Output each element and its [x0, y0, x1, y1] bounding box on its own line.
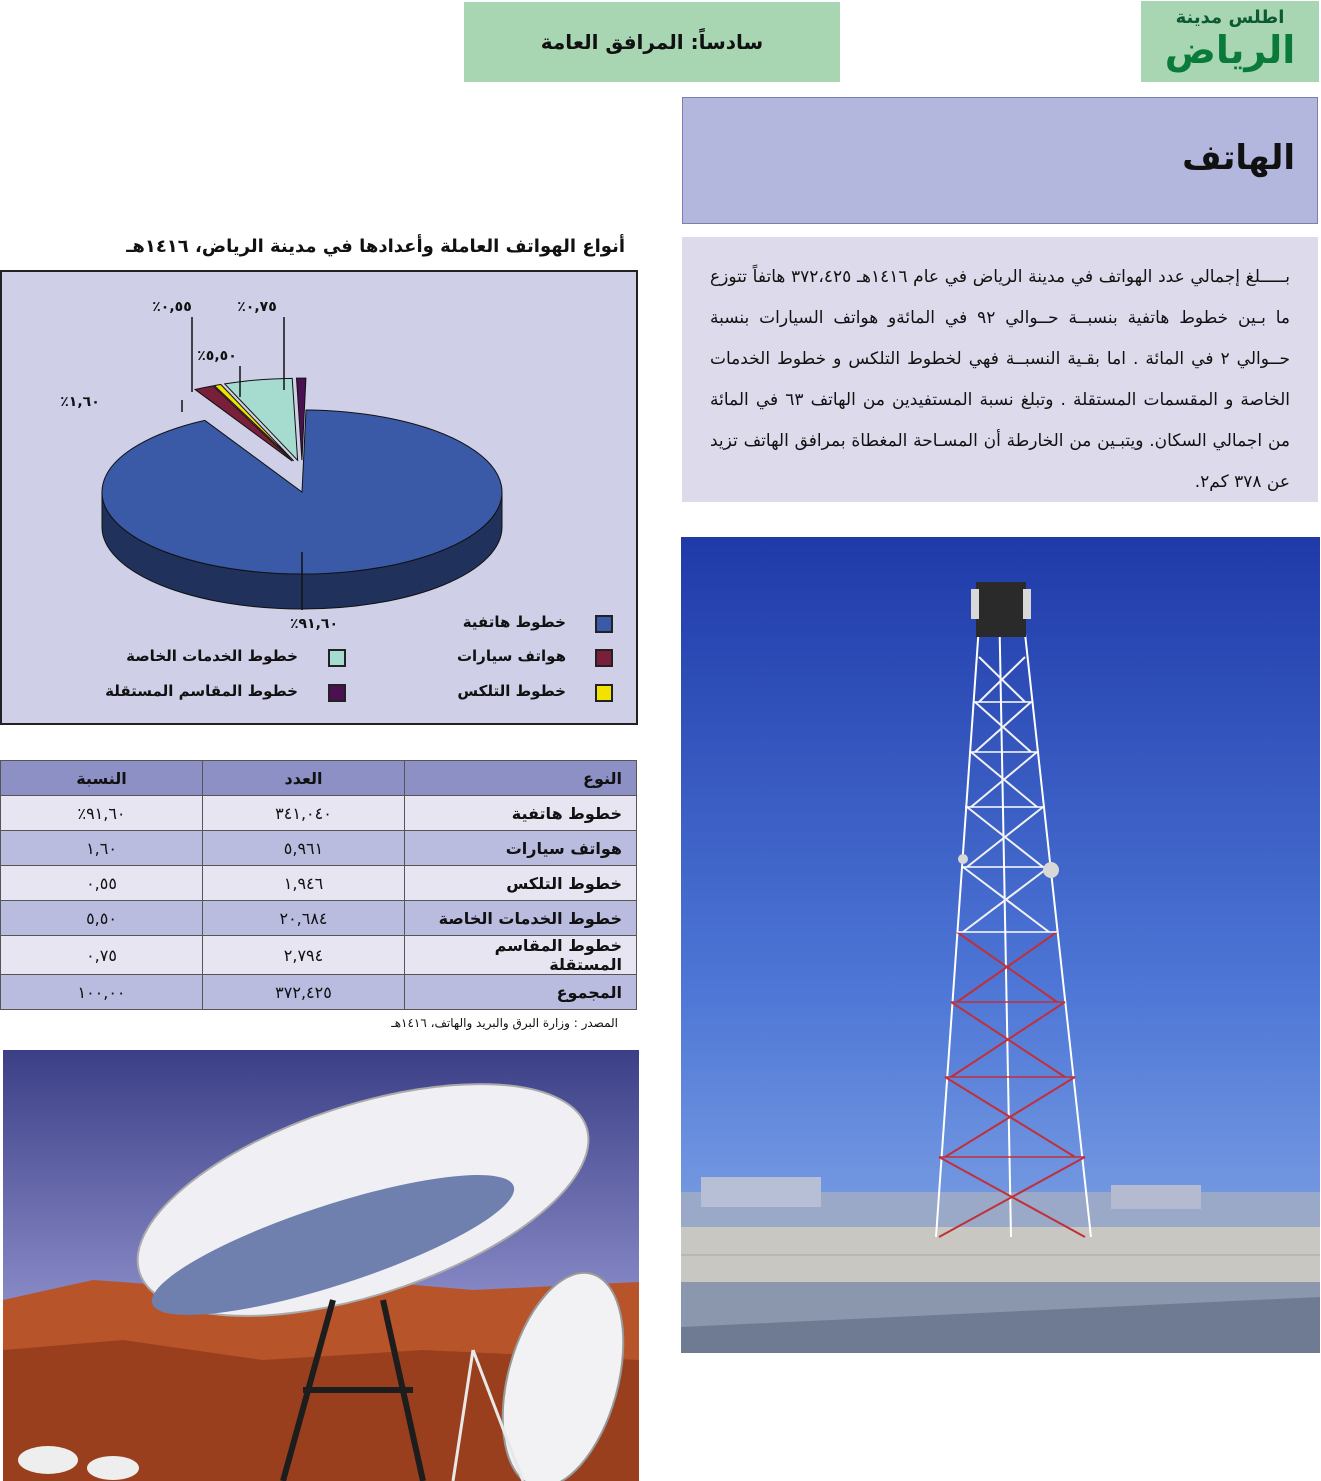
- table-cell-type: خطوط المقاسم المستقلة: [405, 936, 637, 975]
- table-header-row: [1, 761, 637, 796]
- pie-label-special-services: ٥,٥٠٪: [197, 348, 237, 364]
- legend-swatch-phone-lines: [595, 615, 613, 633]
- table-cell-percent: ٩١,٦٠٪: [1, 796, 203, 831]
- table-row: [1, 936, 637, 975]
- legend-swatch-special-services: [328, 649, 346, 667]
- intro-paragraph: بـــــلغ إجمالي عدد الهواتف في مدينة الرياض في عام ١٤١٦هـ ٣٧٢،٤٢٥ هاتفاً تتوزع ما بـين خطوط هاتفية بنسبــة حــوالي ٩٢ في المائةو هواتف السيارات بنسبة حــوالي ٢ في المائة . اما بقـية النسبــة فهي لخطوط التلكس و خطوط الخدمات الخاصة و المقسمات المستقلة . وتبلغ نسبة المستفيدين من الهاتف ٦٣ في المائة من اجمالي السكان. ويتبـين من الخارطة أن المسـاحة المغطاة بمرافق الهاتف تزيد عن ٣٧٨ كم٢.: [682, 237, 1318, 502]
- table-cell-type: المجموع: [405, 975, 637, 1010]
- table-row: [1, 831, 637, 866]
- legend-swatch-telex: [595, 684, 613, 702]
- legend-label-phone-lines: خطوط هاتفية: [462, 613, 566, 631]
- legend-label-private-exchanges: خطوط المقاسم المستقلة: [105, 682, 298, 700]
- telecom-tower-photo: [681, 537, 1320, 1353]
- logo-title: الرياض: [1164, 28, 1296, 72]
- table-cell-count: ٢٠,٦٨٤: [203, 901, 405, 936]
- table-row: [1, 866, 637, 901]
- table-cell-count: ٣٧٢,٤٢٥: [203, 975, 405, 1010]
- phone-types-table: [0, 760, 637, 1010]
- section-heading-box: [682, 97, 1318, 224]
- table-cell-percent: ٠,٧٥: [1, 936, 203, 975]
- table-cell-type: خطوط التلكس: [405, 866, 637, 901]
- table-cell-count: ١,٩٤٦: [203, 866, 405, 901]
- table-cell-percent: ٠,٥٥: [1, 866, 203, 901]
- pie-label-telex: ٠,٥٥٪: [152, 299, 192, 315]
- pie-chart: [0, 270, 638, 725]
- chapter-title: سادساً: المرافق العامة: [464, 2, 840, 82]
- legend-label-special-services: خطوط الخدمات الخاصة: [126, 647, 298, 665]
- logo-subtitle: اطلس مدينة: [1175, 7, 1285, 28]
- table-header-type: النوع: [405, 761, 637, 796]
- table-row: [1, 901, 637, 936]
- table-source-note: المصدر : وزارة البرق والبريد والهاتف، ١٤١٦هـ: [391, 1016, 618, 1030]
- satellite-dish-photo: [3, 1050, 639, 1481]
- atlas-logo: [1141, 1, 1319, 82]
- chart-title: أنواع الهواتف العاملة وأعدادها في مدينة الرياض، ١٤١٦هـ: [126, 236, 625, 257]
- table-header-count: العدد: [203, 761, 405, 796]
- table-total-row: [1, 975, 637, 1010]
- legend-swatch-private-exchanges: [328, 684, 346, 702]
- table-cell-count: ٥,٩٦١: [203, 831, 405, 866]
- pie-label-phone-lines: ٩١,٦٠٪: [289, 616, 339, 632]
- table-cell-percent: ١٠٠,٠٠: [1, 975, 203, 1010]
- table-cell-type: خطوط الخدمات الخاصة: [405, 901, 637, 936]
- pie-label-private-exchanges: ٠,٧٥٪: [237, 299, 277, 315]
- legend-label-telex: خطوط التلكس: [457, 682, 566, 700]
- legend-swatch-car-phones: [595, 649, 613, 667]
- legend-label-car-phones: هواتف سيارات: [456, 647, 566, 665]
- table-cell-percent: ١,٦٠: [1, 831, 203, 866]
- pie-label-car-phones: ١,٦٠٪: [60, 394, 100, 410]
- table-cell-count: ٣٤١,٠٤٠: [203, 796, 405, 831]
- table-cell-type: خطوط هاتفية: [405, 796, 637, 831]
- section-title: الهاتف: [1182, 138, 1295, 178]
- table-cell-type: هواتف سيارات: [405, 831, 637, 866]
- table-cell-count: ٢,٧٩٤: [203, 936, 405, 975]
- table-header-percent: النسبة: [1, 761, 203, 796]
- table-cell-percent: ٥,٥٠: [1, 901, 203, 936]
- table-row: [1, 796, 637, 831]
